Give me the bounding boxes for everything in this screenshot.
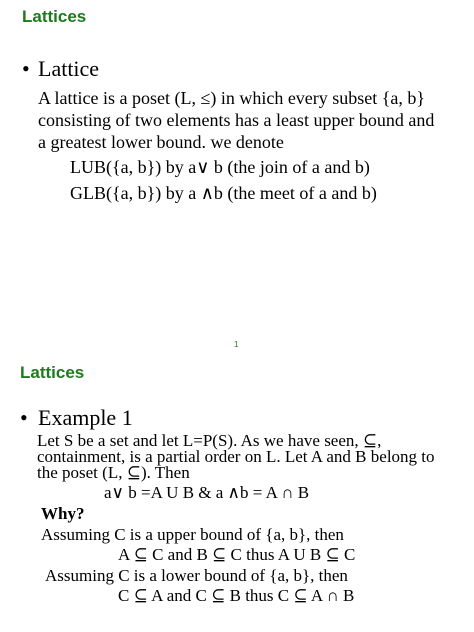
slide-2-title: Lattices [20, 363, 85, 382]
slide-2-bullet: • [20, 405, 28, 430]
lub-definition: LUB({a, b}) by a∨ b (the join of a and b) [70, 157, 370, 177]
slide-1-paragraph-line: A lattice is a poset (L, ≤) in which every subset {a, b} [38, 88, 426, 108]
why-label: Why? [41, 504, 85, 523]
glb-definition: GLB({a, b}) by a ∧b (the meet of a and b) [70, 183, 377, 203]
slide-1-paragraph-line: a greatest lower bound. we denote [38, 132, 284, 152]
upper-bound-assumption: Assuming C is a upper bound of {a, b}, then [41, 525, 344, 544]
slide-1-paragraph-line: consisting of two elements has a least upper bound and [38, 110, 435, 130]
join-meet-result: a∨ b =A U B & a ∧b = A ∩ B [104, 483, 310, 502]
upper-bound-result: A ⊆ C and B ⊆ C thus A U B ⊆ C [118, 545, 356, 564]
slide-1-heading: Lattice [38, 56, 100, 81]
slide-2-heading: Example 1 [38, 405, 133, 430]
slide-2-paragraph-line: the poset (L, ⊆). Then [37, 463, 190, 482]
page-number: 1 [234, 340, 239, 349]
slide-1-bullet: • [22, 56, 30, 81]
slide-1-title: Lattices [22, 7, 87, 26]
slide-2-paragraph-line: containment, is a partial order on L. Let A and B belong to [37, 447, 435, 466]
lower-bound-result: C ⊆ A and C ⊆ B thus C ⊆ A ∩ B [118, 586, 355, 605]
slide-divider [0, 356, 474, 357]
lower-bound-assumption: Assuming C is a lower bound of {a, b}, then [45, 566, 348, 585]
slide-2-paragraph-line: Let S be a set and let L=P(S). As we have seen, ⊆, [37, 431, 382, 450]
